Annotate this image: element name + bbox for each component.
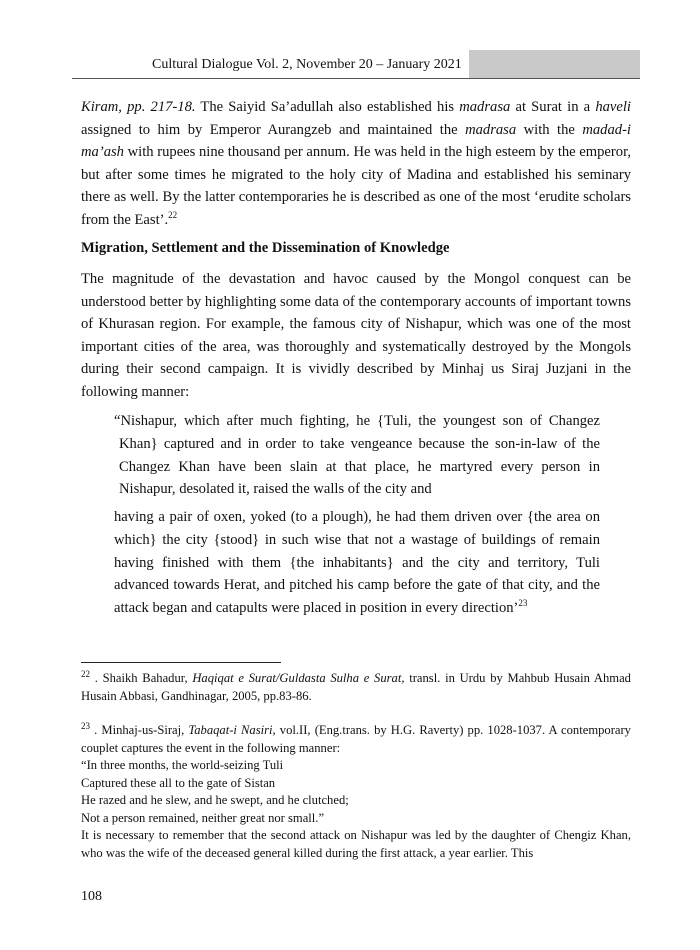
paragraph-1 [81,96,631,232]
block-quote-1-text: “Nishapur, which after much fighting, he {Tuli, the youngest son of Changez Khan} captured and in order to take vengeance because the son-in-law of the Changez Khan have been slain at that place, he martyred every person in Nishapur, desolated it, raised the walls of the city and [114,413,600,498]
footnote-ref-23[interactable]: 23 [518,598,528,609]
header-shade-box [469,50,640,78]
journal-title: Cultural Dialogue Vol. 2, November 20 – January 2021 [152,57,462,72]
verse-line: “In three months, the world-seizing Tuli [81,758,284,772]
verse-line: Captured these all to the gate of Sistan [81,775,276,790]
verse-line: He razed and he slew, and he swept, and he clutched; [81,793,349,807]
footnote-ref-22[interactable]: 22 [168,210,178,221]
page-number: 108 [81,889,102,904]
paragraph-2-text: The magnitude of the devastation and havoc caused by the Mongol conquest can be understood better by highlighting some data of the contemporary accounts of important towns of Khurasan region. For example, the famous city of Nishapur, which was one of the most important cities of the area, was thoroughly and systematically destroyed by the Mongols during their second campaign. It is vividly described by Minhaj us Siraj Juzjani in the following manner: [81,271,631,400]
section-heading: Migration, Settlement and the Dissemination of Knowledge [81,240,450,256]
footnote-23 [81,722,631,862]
footnote-separator [81,662,281,663]
citation-italic: Kiram, pp. 217-18. [81,99,196,115]
verse-line: Not a person remained, neither great nor small.” [81,810,325,825]
footnote-23-text: $^{23}$ . Minhaj-us-Siraj, Tabaqat-i Nasiri, vol.II, (Eng.trans. by H.G. Raverty) pp. 1028-1037. A contemporary couplet captures the event in the following manner: [81,720,631,755]
block-quote-2 [114,506,600,620]
paragraph-2 [81,268,631,404]
footnote-22-text: $^{22}$ . Shaikh Bahadur, Haqiqat e Surat/Guldasta Sulha e Surat, transl. in Urdu by Mahbub Husain Ahmad Husain Abbasi, Gandhinagar, 2005, pp.83-86. [81,668,631,703]
block-quote-1 [114,410,600,501]
footnote-23-tail: It is necessary to remember that the second attack on Nishapur was led by the daughter of Chengiz Khan, who was the wife of the deceased general killed during the first attack, a year earlier. This [81,828,631,860]
paragraph-1-text: Kiram, pp. 217-18. The Saiyid Sa’adullah also established his madrasa at Surat in a haveli assigned to him by Emperor Aurangzeb and maintained the madrasa with the madad-i ma’ash with rupees nine thousand per annum. He was held in the high esteem by the emperor, but after some times he migrated to the holy city of Madina and established his seminary there as well. By the latter contemporaries he is described as one of the most ‘erudite scholars from the East’.$^{22}$ [81,99,631,228]
block-quote-2-text: having a pair of oxen, yoked (to a plough), he had them driven over {the area on which} the city {stood} in such wise that not a wastage of buildings of remain having finished with them {the inhabitants} and the city and territory, Tuli advanced towards Herat, and pitched his camp before the gate of that city, and the attack began and catapults were placed in position in every direction’$^{23}$ [114,509,600,617]
footnote-22 [81,670,631,705]
running-header [72,50,640,79]
